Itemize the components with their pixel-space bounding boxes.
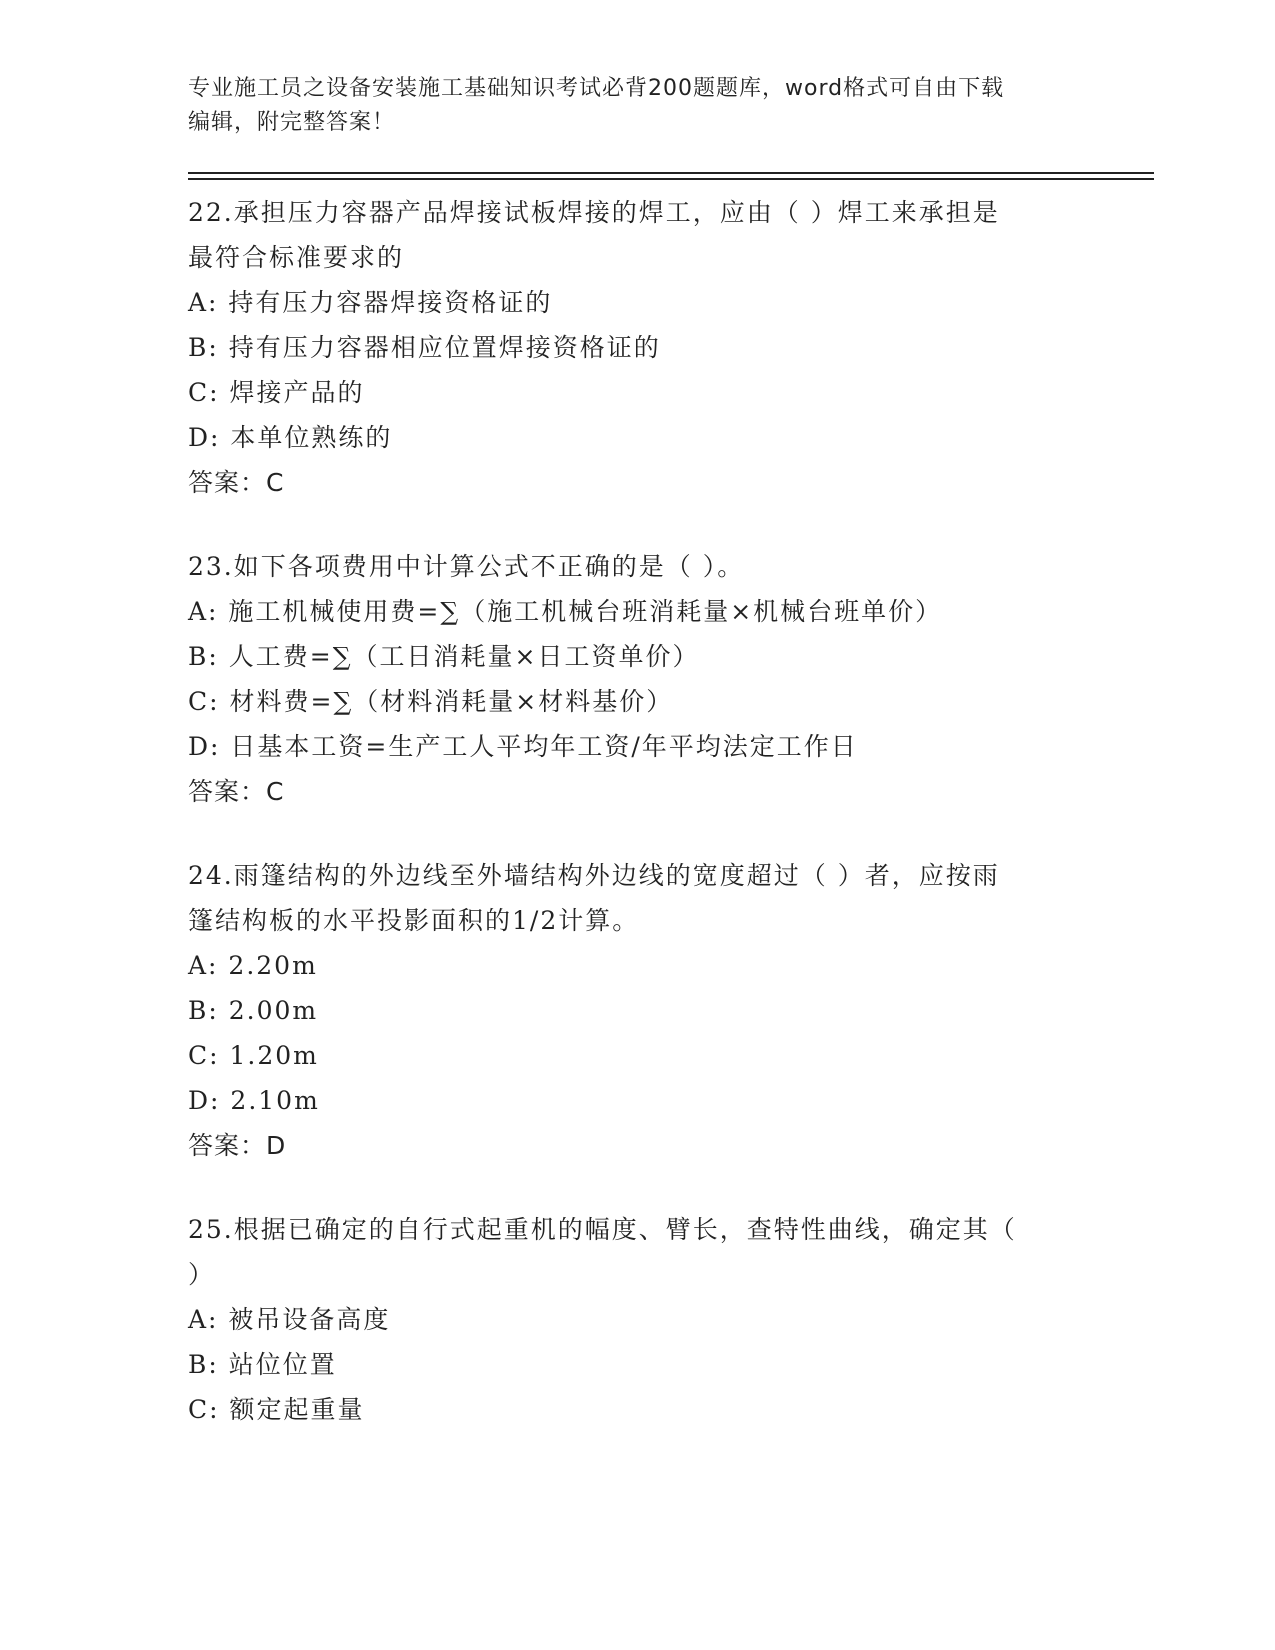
option-a: A: 被吊设备高度	[188, 1305, 391, 1334]
option-d: D: 2.10m	[188, 1086, 320, 1115]
option-b: B: 人工费=∑（工日消耗量×日工资单价）	[188, 642, 700, 671]
option-c: C: 焊接产品的	[188, 378, 365, 407]
question-stem-line-2: 最符合标准要求的	[188, 243, 405, 272]
question-stem-line-1: 22.承担压力容器产品焊接试板焊接的焊工，应由（ ）焊工来承担是	[188, 198, 1000, 227]
question-22	[188, 190, 1088, 505]
answer: 答案：C	[188, 777, 285, 806]
header-divider-bottom	[188, 178, 1154, 180]
header-line-2: 编辑，附完整答案！	[188, 110, 396, 135]
option-c: C: 额定起重量	[188, 1395, 365, 1424]
header-line-1: 专业施工员之设备安装施工基础知识考试必背200题题库，word格式可自由下载	[188, 76, 1005, 101]
question-stem-line-1: 24.雨篷结构的外边线至外墙结构外边线的宽度超过（ ）者，应按雨	[188, 861, 1000, 890]
option-d: D: 日基本工资=生产工人平均年工资/年平均法定工作日	[188, 732, 858, 761]
question-stem-line-2: ）	[188, 1260, 216, 1289]
document-header	[188, 72, 1088, 140]
header-divider-top	[188, 172, 1154, 174]
option-c: C: 1.20m	[188, 1041, 319, 1070]
question-list	[188, 190, 1088, 1471]
option-b: B: 持有压力容器相应位置焊接资格证的	[188, 333, 661, 362]
option-b: B: 站位位置	[188, 1350, 337, 1379]
option-b: B: 2.00m	[188, 996, 319, 1025]
option-d: D: 本单位熟练的	[188, 423, 393, 452]
question-23	[188, 544, 1088, 814]
answer: 答案：D	[188, 1131, 287, 1160]
question-stem-line-2: 篷结构板的水平投影面积的1/2计算。	[188, 906, 640, 935]
option-a: A: 施工机械使用费=∑（施工机械台班消耗量×机械台班单价）	[188, 597, 943, 626]
question-25	[188, 1207, 1088, 1432]
option-a: A: 持有压力容器焊接资格证的	[188, 288, 553, 317]
question-stem-line-1: 23.如下各项费用中计算公式不正确的是（ ）。	[188, 552, 745, 581]
option-a: A: 2.20m	[188, 951, 318, 980]
question-stem-line-1: 25.根据已确定的自行式起重机的幅度、臂长，查特性曲线，确定其（	[188, 1215, 1017, 1244]
question-24	[188, 853, 1088, 1168]
option-c: C: 材料费=∑（材料消耗量×材料基价）	[188, 687, 674, 716]
answer: 答案：C	[188, 468, 285, 497]
